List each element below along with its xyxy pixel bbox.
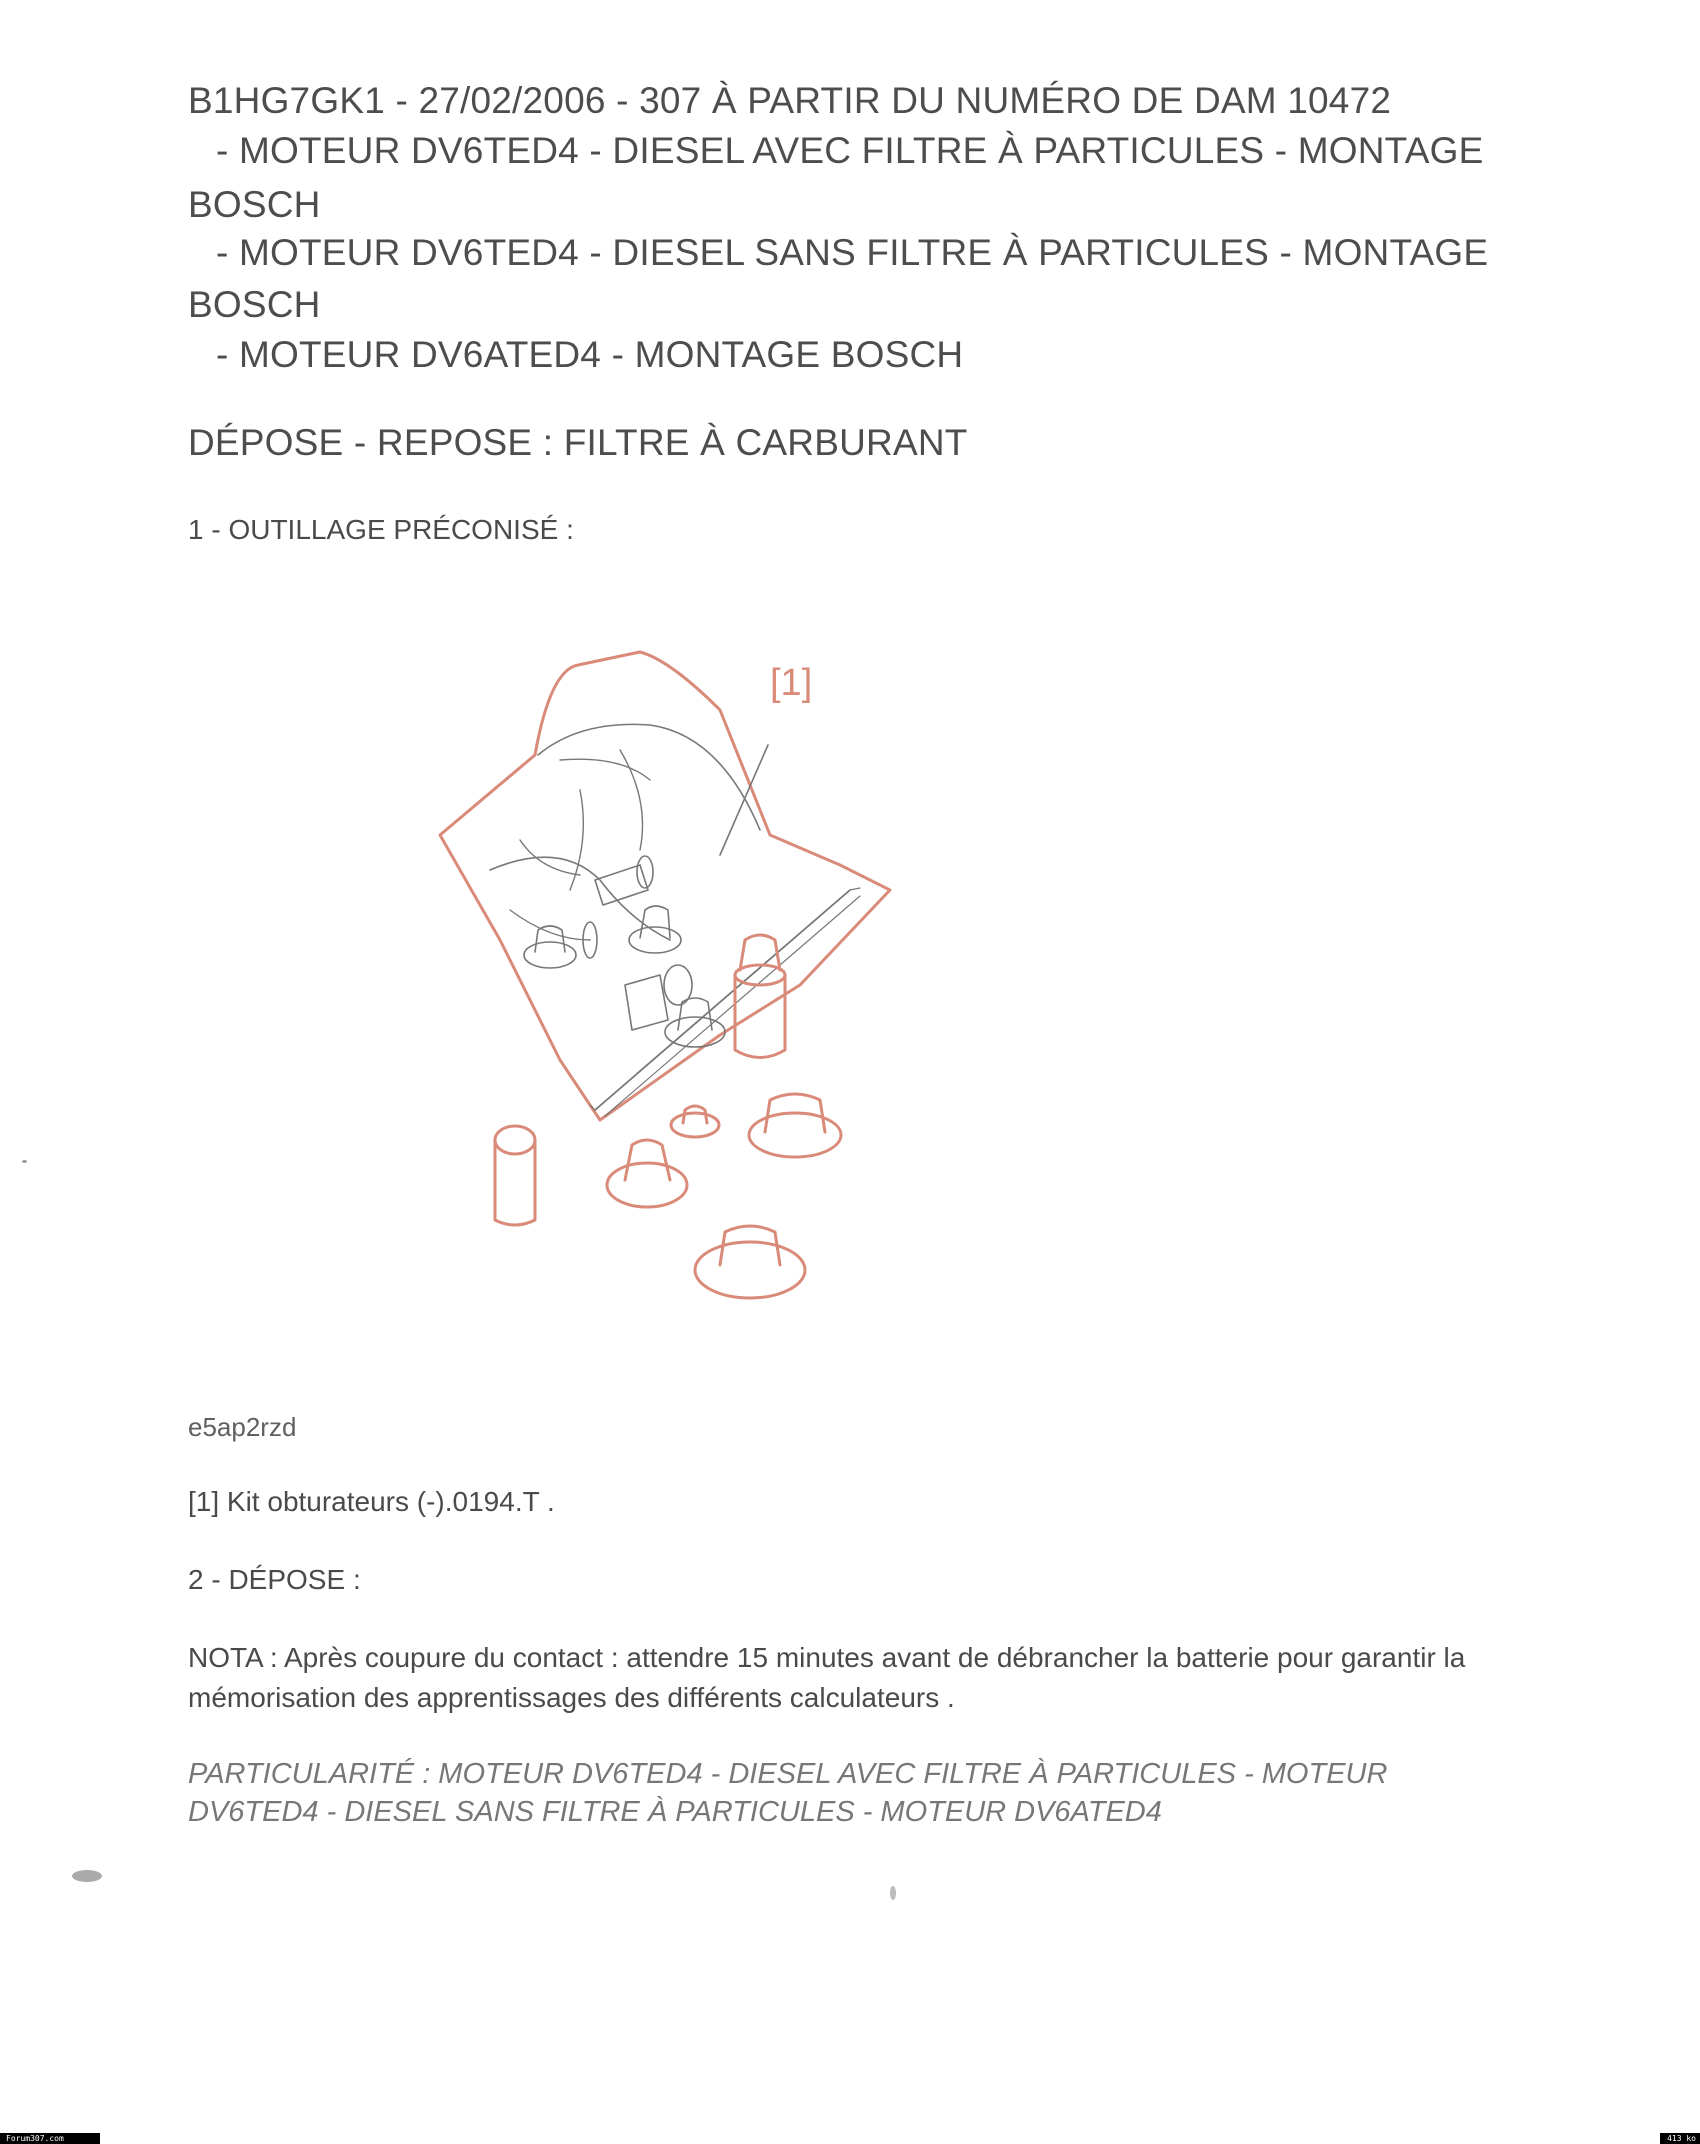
header-line-4: - MOTEUR DV6TED4 - DIESEL SANS FILTRE À PARTICULES - MONTAGE — [216, 232, 1489, 273]
figure-caption: [1] Kit obturateurs (-).0194.T . — [188, 1486, 555, 1517]
header-line-3: BOSCH — [188, 184, 321, 225]
scan-speck — [22, 1160, 27, 1163]
footer-file-size: 413 ko — [1660, 2133, 1700, 2144]
footer-watermark-left: Forum307.com — [0, 2133, 100, 2144]
particularite-line-2: DV6TED4 - DIESEL SANS FILTRE À PARTICULES - MOTEUR DV6ATED4 — [188, 1796, 1162, 1828]
page-title: DÉPOSE - REPOSE : FILTRE À CARBURANT — [188, 422, 968, 463]
scan-speck — [890, 1886, 896, 1900]
particularite-line-1: PARTICULARITÉ : MOTEUR DV6TED4 - DIESEL AVEC FILTRE À PARTICULES - MOTEUR — [188, 1758, 1388, 1790]
nota-line-1: NOTA : Après coupure du contact : attendre 15 minutes avant de débrancher la batterie pour garantir la — [188, 1642, 1466, 1673]
scan-speck — [72, 1870, 102, 1882]
section-heading-depose: 2 - DÉPOSE : — [188, 1564, 361, 1595]
header-line-6: - MOTEUR DV6ATED4 - MONTAGE BOSCH — [216, 334, 964, 375]
nota-line-2: mémorisation des apprentissages des différents calculateurs . — [188, 1682, 955, 1713]
header-line-1: B1HG7GK1 - 27/02/2006 - 307 À PARTIR DU NUMÉRO DE DAM 10472 — [188, 80, 1392, 121]
header-line-2: - MOTEUR DV6TED4 - DIESEL AVEC FILTRE À PARTICULES - MONTAGE — [216, 130, 1484, 171]
header-line-5: BOSCH — [188, 284, 321, 325]
blanking-plug-kit-illustration — [420, 640, 1160, 1340]
section-heading-tools: 1 - OUTILLAGE PRÉCONISÉ : — [188, 514, 574, 545]
figure-callout: [1] — [770, 662, 813, 704]
figure-code: e5ap2rzd — [188, 1412, 297, 1442]
